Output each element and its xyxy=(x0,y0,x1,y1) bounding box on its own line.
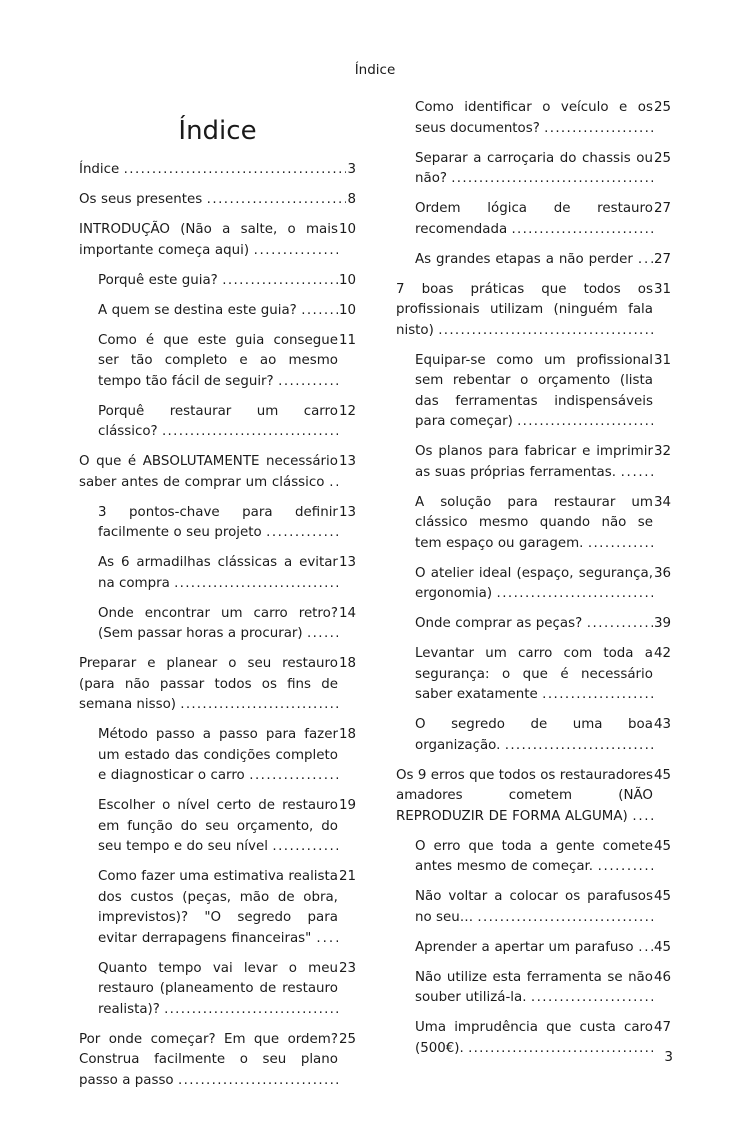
toc-entry-title: Equipar-se como um profissional sem rebentar o orçamento (lista das ferramentas indispensáveis para começar) xyxy=(415,352,653,429)
toc-entry-page: 10 xyxy=(338,302,356,318)
toc-entry-page: 25 xyxy=(653,100,671,115)
toc-entry-title: Onde comprar as peças? xyxy=(415,616,583,631)
toc-entry-page: 3 xyxy=(347,162,356,177)
toc-entry[interactable] xyxy=(396,837,671,878)
toc-entry-title: INTRODUÇÃO (Não a salte, o mais importante começa aqui) xyxy=(79,222,338,258)
toc-entry-page: 25 xyxy=(338,1031,356,1047)
toc-entry-title: Ordem lógica de restauro recomendada xyxy=(415,201,653,237)
toc-entry-page: 31 xyxy=(653,352,671,368)
toc-entry-title: As 6 armadilhas clássicas a evitar na compra xyxy=(98,555,338,591)
toc-entry-page: 36 xyxy=(653,565,671,581)
toc-entry[interactable] xyxy=(79,1030,356,1092)
toc-entry-title: Os 9 erros que todos os restauradores amadores cometem (NÃO REPRODUZIR DE FORMA ALGUMA) xyxy=(396,767,653,824)
toc-entry[interactable] xyxy=(396,715,671,756)
toc-entry-title: Escolher o nível certo de restauro em função do seu orçamento, do seu tempo e do seu nível xyxy=(98,798,338,854)
toc-entry-title: O que é ABSOLUTAMENTE necessário saber antes de comprar um clássico xyxy=(79,454,338,490)
toc-entry-title: A solução para restaurar um clássico mesmo quando não se tem espaço ou garagem. xyxy=(415,494,653,551)
toc-entry-title: Como fazer uma estimativa realista dos custos (peças, mão de obra, imprevistos)? "O segredo para evitar derrapagens financeiras" xyxy=(98,869,338,946)
toc-entry[interactable] xyxy=(79,959,356,1021)
page-title: Índice xyxy=(178,116,257,146)
toc-entry-page: 13 xyxy=(338,454,356,469)
toc-entry-page: 47 xyxy=(653,1020,671,1035)
toc-entry[interactable] xyxy=(79,271,356,292)
toc-entry-page: 13 xyxy=(338,555,356,570)
toc-entry-title: Como identificar o veículo e os seus documentos? xyxy=(415,100,653,136)
toc-entry-page: 10 xyxy=(338,222,356,237)
dot-leader xyxy=(415,171,653,190)
toc-entry-page: 12 xyxy=(338,403,356,419)
toc-entry[interactable] xyxy=(396,564,671,605)
toc-entry-title: Preparar e planear o seu restauro (para não passar todos os fins de semana nisso) xyxy=(79,656,338,712)
toc-entry[interactable] xyxy=(396,98,671,139)
toc-entry-page: 31 xyxy=(653,281,671,297)
toc-entry[interactable] xyxy=(396,1018,671,1059)
toc-entry[interactable] xyxy=(396,887,671,928)
toc-entry-page: 39 xyxy=(653,616,671,631)
toc-entry[interactable] xyxy=(396,250,671,271)
toc-entry-title: Os planos para fabricar e imprimir as suas próprias ferramentas. xyxy=(415,444,653,480)
toc-entry-title: As grandes etapas a não perder xyxy=(415,251,633,267)
toc-entry-title: O atelier ideal (espaço, segurança, ergonomia) xyxy=(415,565,653,601)
page-number: 3 xyxy=(664,1049,673,1065)
toc-entry-page: 34 xyxy=(653,494,671,510)
toc-entry[interactable] xyxy=(79,452,356,493)
toc-entry[interactable] xyxy=(79,796,356,858)
toc-entry-title: Onde encontrar um carro retro? (Sem passar horas a procurar) xyxy=(98,605,338,641)
toc-entry[interactable] xyxy=(79,160,356,181)
toc-entry[interactable] xyxy=(79,553,356,594)
toc-entry-title: O segredo de uma boa organização. xyxy=(415,717,653,753)
toc-entry-page: 18 xyxy=(338,656,356,671)
toc-entry-title: Quanto tempo vai levar o meu restauro (planeamento de restauro realista)? xyxy=(98,960,338,1017)
toc-entry-title: Porquê este guia? xyxy=(98,272,218,288)
toc-entry[interactable] xyxy=(79,331,356,393)
toc-entry-title: Os seus presentes xyxy=(79,192,203,207)
toc-entry-page: 42 xyxy=(653,646,671,661)
toc-entry[interactable] xyxy=(396,149,671,190)
toc-entry-title: Como é que este guia consegue ser tão completo e ao mesmo tempo tão fácil de seguir? xyxy=(98,332,338,389)
toc-entry-title: Não voltar a colocar os parafusos no seu… xyxy=(415,889,653,925)
toc-entry[interactable] xyxy=(79,604,356,645)
toc-entry-title: 3 pontos-chave para definir facilmente o seu projeto xyxy=(98,504,338,540)
toc-entry-page: 8 xyxy=(347,192,356,207)
running-header: Índice xyxy=(354,62,396,78)
toc-entry[interactable] xyxy=(79,402,356,443)
toc-entry-page: 43 xyxy=(653,717,671,732)
toc-entry[interactable] xyxy=(396,280,671,342)
toc-entry-page: 32 xyxy=(653,444,671,459)
toc-entry-page: 14 xyxy=(338,605,356,621)
dot-leader xyxy=(79,162,346,181)
dot-leader xyxy=(396,323,653,342)
toc-entry-page: 18 xyxy=(338,727,356,742)
toc-entry-page: 45 xyxy=(653,767,671,783)
toc-right-column xyxy=(396,98,671,1069)
toc-entry-title: Método passo a passo para fazer um estado das condições completo e diagnosticar o carro xyxy=(98,727,338,783)
toc-entry-title: Índice xyxy=(79,162,120,177)
toc-entry-title: Uma imprudência que custa caro (500€). xyxy=(415,1020,653,1056)
toc-entry[interactable] xyxy=(79,654,356,716)
toc-entry-page: 25 xyxy=(653,150,671,166)
toc-left-column xyxy=(79,98,356,1101)
toc-entry-page: 13 xyxy=(338,504,356,520)
toc-entry[interactable] xyxy=(79,220,356,261)
toc-entry[interactable] xyxy=(396,199,671,240)
toc-entry[interactable] xyxy=(79,301,356,322)
toc-entry-title: 7 boas práticas que todos os profissionais utilizam (ninguém fala nisto) xyxy=(396,281,653,338)
toc-entry[interactable] xyxy=(396,442,671,483)
toc-entry-title: Por onde começar? Em que ordem? Construa facilmente o seu plano passo a passo xyxy=(79,1031,338,1088)
toc-entry[interactable] xyxy=(396,351,671,433)
toc-entry-page: 27 xyxy=(653,201,671,216)
toc-entry[interactable] xyxy=(396,938,671,959)
toc-entry-title: Porquê restaurar um carro clássico? xyxy=(98,403,338,439)
toc-entry-page: 45 xyxy=(653,939,671,955)
toc-entry-page: 21 xyxy=(338,869,356,884)
toc-entry-page: 45 xyxy=(653,838,671,854)
toc-entry-title: Separar a carroçaria do chassis ou não? xyxy=(415,150,653,186)
toc-entry[interactable] xyxy=(79,867,356,949)
toc-entry-title: A quem se destina este guia? xyxy=(98,302,297,318)
toc-list-left xyxy=(79,160,356,1091)
toc-entry-page: 46 xyxy=(653,969,671,985)
toc-entry-page: 19 xyxy=(338,798,356,813)
toc-entry[interactable] xyxy=(396,766,671,828)
toc-entry-page: 10 xyxy=(338,272,356,288)
toc-entry[interactable] xyxy=(396,968,671,1009)
toc-entry[interactable] xyxy=(79,725,356,787)
toc-entry[interactable] xyxy=(396,493,671,555)
toc-entry-page: 23 xyxy=(338,960,356,976)
toc-entry-page: 45 xyxy=(653,889,671,904)
toc-list-right xyxy=(396,98,671,1059)
toc-entry-title: Aprender a apertar um parafuso xyxy=(415,939,634,955)
toc-entry-page: 27 xyxy=(653,251,671,267)
toc-entry-page: 11 xyxy=(338,332,356,348)
toc-entry[interactable] xyxy=(396,614,671,635)
toc-entry[interactable] xyxy=(396,644,671,706)
toc-entry-title: Não utilize esta ferramenta se não souber utilizá-la. xyxy=(415,969,653,1005)
toc-entry[interactable] xyxy=(79,190,356,211)
toc-entry-title: O erro que toda a gente comete antes mesmo de começar. xyxy=(415,838,653,874)
toc-entry-title: Levantar um carro com toda a segurança: o que é necessário saber exatamente xyxy=(415,646,653,702)
toc-entry[interactable] xyxy=(79,503,356,544)
